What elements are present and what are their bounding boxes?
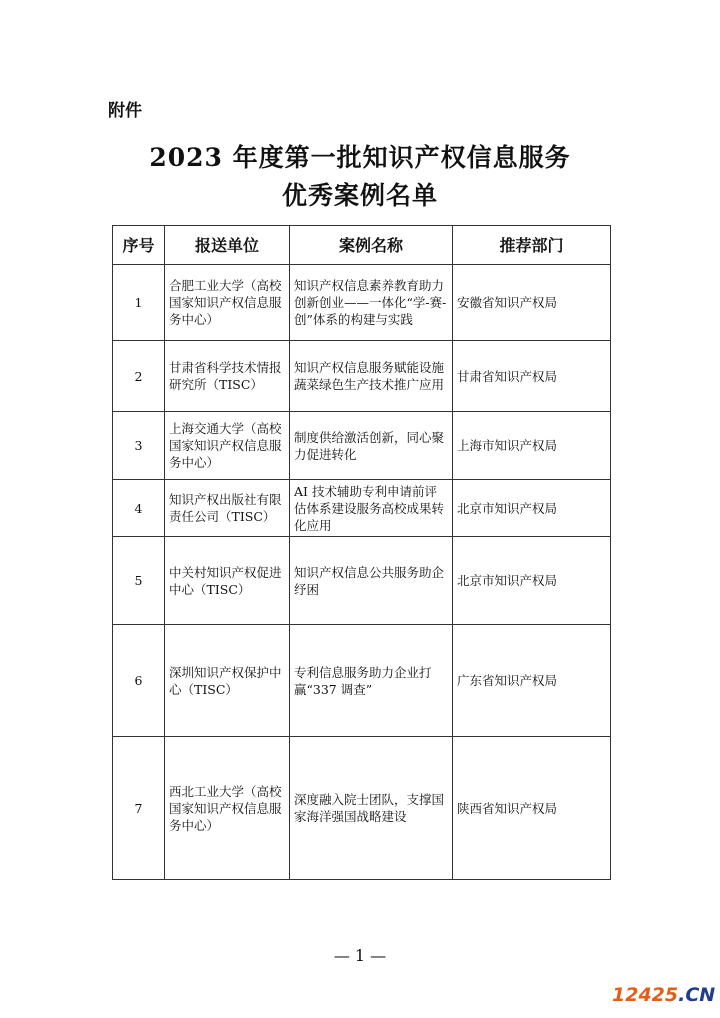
row-unit: 甘肃省科学技术情报研究所（TISC）	[165, 341, 290, 412]
row-number: 5	[113, 537, 165, 625]
document-title-line1: 2023 年度第一批知识产权信息服务	[149, 143, 571, 172]
site-watermark	[612, 984, 715, 1006]
row-case-name: 制度供给激活创新，同心聚力促进转化	[290, 412, 453, 480]
table-row	[113, 341, 611, 412]
watermark-suffix: .CN	[678, 984, 716, 1006]
row-case-name: 专利信息服务助力企业打赢“337 调查”	[290, 625, 453, 737]
watermark-number: 12425	[612, 984, 679, 1006]
row-case-name: 知识产权信息服务赋能设施蔬菜绿色生产技术推广应用	[290, 341, 453, 412]
table-row	[113, 537, 611, 625]
column-header-unit: 报送单位	[165, 226, 290, 265]
column-header-case: 案例名称	[290, 226, 453, 265]
row-dept: 北京市知识产权局	[453, 480, 611, 537]
row-unit: 深圳知识产权保护中心（TISC）	[165, 625, 290, 737]
case-list-table	[112, 225, 611, 880]
row-dept: 广东省知识产权局	[453, 625, 611, 737]
row-number: 4	[113, 480, 165, 537]
row-case-name: 知识产权信息素养教育助力创新创业——一体化“学-赛-创”体系的构建与实践	[290, 265, 453, 341]
document-title-line2: 优秀案例名单	[281, 181, 438, 210]
row-number: 2	[113, 341, 165, 412]
row-number: 3	[113, 412, 165, 480]
row-dept: 上海市知识产权局	[453, 412, 611, 480]
row-dept: 北京市知识产权局	[453, 537, 611, 625]
row-unit: 上海交通大学（高校国家知识产权信息服务中心）	[165, 412, 290, 480]
row-case-name: 知识产权信息公共服务助企纾困	[290, 537, 453, 625]
table-row	[113, 412, 611, 480]
row-case-name: AI 技术辅助专利申请前评估体系建设服务高校成果转化应用	[290, 480, 453, 537]
row-unit: 中关村知识产权促进中心（TISC）	[165, 537, 290, 625]
row-number: 6	[113, 625, 165, 737]
row-dept: 安徽省知识产权局	[453, 265, 611, 341]
row-unit: 合肥工业大学（高校国家知识产权信息服务中心）	[165, 265, 290, 341]
column-header-number: 序号	[113, 226, 165, 265]
row-number: 7	[113, 737, 165, 880]
row-unit: 西北工业大学（高校国家知识产权信息服务中心）	[165, 737, 290, 880]
row-dept: 陕西省知识产权局	[453, 737, 611, 880]
page-number: — 1 —	[333, 946, 387, 965]
table-row	[113, 265, 611, 341]
table-header-row	[113, 226, 611, 265]
row-case-name: 深度融入院士团队，支撑国家海洋强国战略建设	[290, 737, 453, 880]
row-number: 1	[113, 265, 165, 341]
table-row	[113, 737, 611, 880]
row-unit: 知识产权出版社有限责任公司（TISC）	[165, 480, 290, 537]
column-header-dept: 推荐部门	[453, 226, 611, 265]
table-row	[113, 480, 611, 537]
row-dept: 甘肃省知识产权局	[453, 341, 611, 412]
table-row	[113, 625, 611, 737]
attachment-label: 附件	[108, 101, 142, 121]
